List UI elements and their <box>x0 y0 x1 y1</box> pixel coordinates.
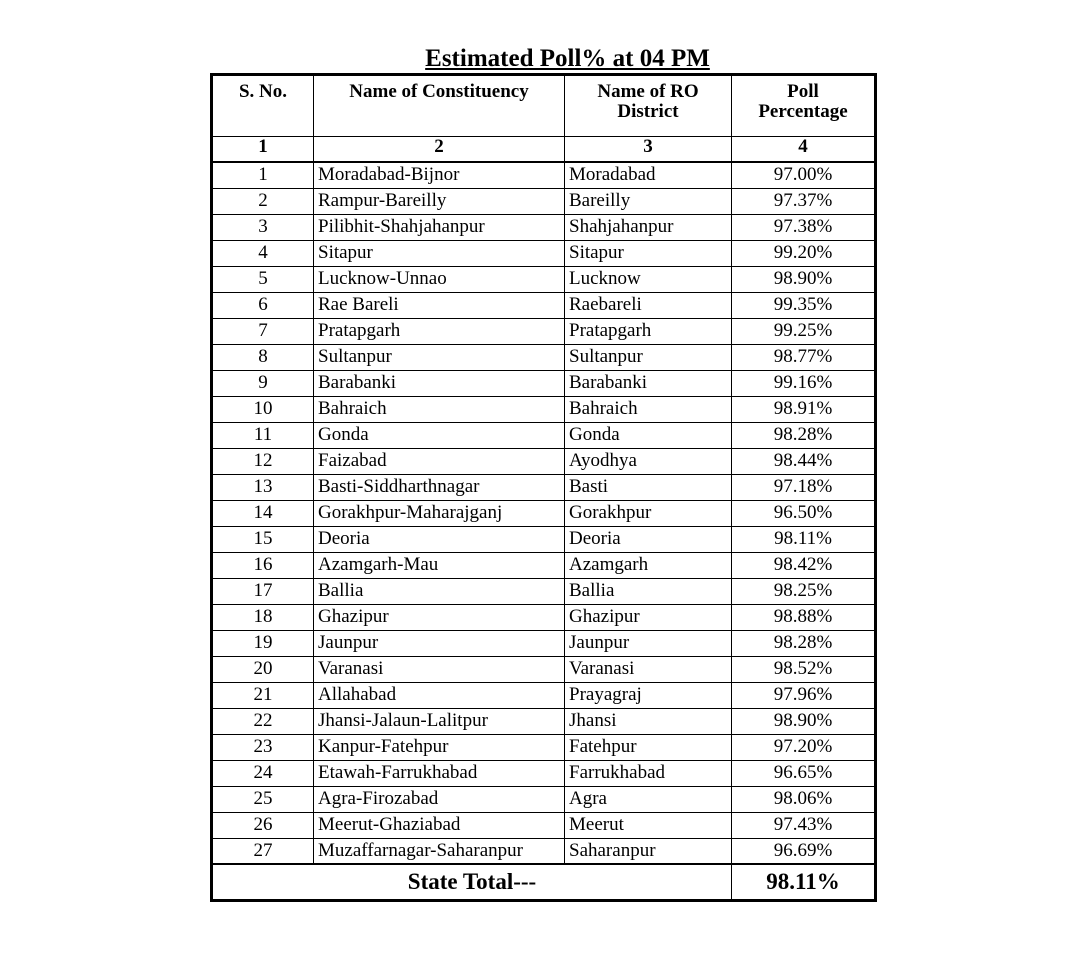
constituency-cell: Faizabad <box>314 448 565 474</box>
poll-percentage-cell: 97.37% <box>732 188 876 214</box>
state-total-label: State Total--- <box>212 864 732 901</box>
constituency-cell: Gorakhpur-Maharajganj <box>314 500 565 526</box>
serial-number-cell: 14 <box>212 500 314 526</box>
column-number: 2 <box>314 137 565 163</box>
ro-district-cell: Ballia <box>565 578 732 604</box>
serial-number-cell: 5 <box>212 266 314 292</box>
ro-district-cell: Farrukhabad <box>565 760 732 786</box>
constituency-cell: Kanpur-Fatehpur <box>314 734 565 760</box>
poll-percentage-cell: 98.52% <box>732 656 876 682</box>
ro-district-cell: Sultanpur <box>565 344 732 370</box>
header-poll-line1: Poll <box>787 81 819 102</box>
constituency-cell: Deoria <box>314 526 565 552</box>
ro-district-cell: Raebareli <box>565 292 732 318</box>
poll-percentage-cell: 97.43% <box>732 812 876 838</box>
serial-number-cell: 24 <box>212 760 314 786</box>
header-constituency: Name of Constituency <box>314 75 565 137</box>
table-row <box>212 760 876 786</box>
constituency-cell: Rae Bareli <box>314 292 565 318</box>
table-row <box>212 292 876 318</box>
ro-district-cell: Azamgarh <box>565 552 732 578</box>
serial-number-cell: 4 <box>212 240 314 266</box>
constituency-cell: Ghazipur <box>314 604 565 630</box>
poll-percentage-cell: 98.90% <box>732 266 876 292</box>
table-row <box>212 604 876 630</box>
serial-number-cell: 2 <box>212 188 314 214</box>
header-poll-percentage <box>732 75 876 137</box>
state-total-row <box>212 864 876 901</box>
table-row <box>212 240 876 266</box>
ro-district-cell: Varanasi <box>565 656 732 682</box>
ro-district-cell: Prayagraj <box>565 682 732 708</box>
column-number-row <box>212 137 876 163</box>
ro-district-cell: Pratapgarh <box>565 318 732 344</box>
table-body <box>212 162 876 864</box>
table-row <box>212 422 876 448</box>
ro-district-cell: Gorakhpur <box>565 500 732 526</box>
serial-number-cell: 8 <box>212 344 314 370</box>
table-row <box>212 318 876 344</box>
ro-district-cell: Basti <box>565 474 732 500</box>
constituency-cell: Sitapur <box>314 240 565 266</box>
header-ro-district-line2: District <box>617 101 679 122</box>
poll-percentage-cell: 99.16% <box>732 370 876 396</box>
poll-percentage-cell: 98.42% <box>732 552 876 578</box>
ro-district-cell: Fatehpur <box>565 734 732 760</box>
poll-percentage-cell: 98.25% <box>732 578 876 604</box>
poll-percentage-cell: 96.50% <box>732 500 876 526</box>
constituency-cell: Pilibhit-Shahjahanpur <box>314 214 565 240</box>
poll-percentage-cell: 97.38% <box>732 214 876 240</box>
table-row <box>212 838 876 864</box>
ro-district-cell: Meerut <box>565 812 732 838</box>
poll-percentage-cell: 98.88% <box>732 604 876 630</box>
poll-percentage-cell: 97.00% <box>732 162 876 188</box>
constituency-cell: Sultanpur <box>314 344 565 370</box>
table-row <box>212 734 876 760</box>
ro-district-cell: Bahraich <box>565 396 732 422</box>
serial-number-cell: 10 <box>212 396 314 422</box>
poll-percentage-cell: 97.20% <box>732 734 876 760</box>
state-total-value: 98.11% <box>732 864 876 901</box>
poll-percentage-cell: 98.28% <box>732 422 876 448</box>
poll-percentage-cell: 98.11% <box>732 526 876 552</box>
constituency-cell: Etawah-Farrukhabad <box>314 760 565 786</box>
constituency-cell: Meerut-Ghaziabad <box>314 812 565 838</box>
page-title: Estimated Poll% at 04 PM <box>425 45 710 72</box>
serial-number-cell: 11 <box>212 422 314 448</box>
table-row <box>212 526 876 552</box>
ro-district-cell: Moradabad <box>565 162 732 188</box>
table-row <box>212 682 876 708</box>
constituency-cell: Rampur-Bareilly <box>314 188 565 214</box>
poll-percentage-table <box>210 73 877 902</box>
serial-number-cell: 22 <box>212 708 314 734</box>
column-number: 4 <box>732 137 876 163</box>
table-row <box>212 344 876 370</box>
poll-percentage-cell: 98.44% <box>732 448 876 474</box>
table-row <box>212 500 876 526</box>
constituency-cell: Varanasi <box>314 656 565 682</box>
constituency-cell: Allahabad <box>314 682 565 708</box>
ro-district-cell: Saharanpur <box>565 838 732 864</box>
poll-percentage-cell: 96.65% <box>732 760 876 786</box>
poll-percentage-cell: 98.28% <box>732 630 876 656</box>
table-row <box>212 630 876 656</box>
serial-number-cell: 16 <box>212 552 314 578</box>
table-row <box>212 708 876 734</box>
constituency-cell: Jaunpur <box>314 630 565 656</box>
poll-percentage-cell: 97.18% <box>732 474 876 500</box>
constituency-cell: Moradabad-Bijnor <box>314 162 565 188</box>
constituency-cell: Bahraich <box>314 396 565 422</box>
table-row <box>212 656 876 682</box>
poll-percentage-cell: 98.77% <box>732 344 876 370</box>
constituency-cell: Pratapgarh <box>314 318 565 344</box>
constituency-cell: Gonda <box>314 422 565 448</box>
ro-district-cell: Agra <box>565 786 732 812</box>
serial-number-cell: 3 <box>212 214 314 240</box>
ro-district-cell: Shahjahanpur <box>565 214 732 240</box>
table-row <box>212 370 876 396</box>
serial-number-cell: 23 <box>212 734 314 760</box>
serial-number-cell: 18 <box>212 604 314 630</box>
serial-number-cell: 12 <box>212 448 314 474</box>
ro-district-cell: Jaunpur <box>565 630 732 656</box>
table-row <box>212 812 876 838</box>
poll-percentage-cell: 96.69% <box>732 838 876 864</box>
poll-percentage-cell: 99.35% <box>732 292 876 318</box>
ro-district-cell: Ghazipur <box>565 604 732 630</box>
table-row <box>212 578 876 604</box>
poll-percentage-cell: 99.20% <box>732 240 876 266</box>
header-row <box>212 75 876 137</box>
table-row <box>212 188 876 214</box>
constituency-cell: Ballia <box>314 578 565 604</box>
constituency-cell: Azamgarh-Mau <box>314 552 565 578</box>
serial-number-cell: 13 <box>212 474 314 500</box>
table-row <box>212 396 876 422</box>
ro-district-cell: Jhansi <box>565 708 732 734</box>
header-poll-line2: Percentage <box>758 101 848 122</box>
poll-percentage-cell: 98.91% <box>732 396 876 422</box>
column-number: 3 <box>565 137 732 163</box>
serial-number-cell: 17 <box>212 578 314 604</box>
poll-percentage-cell: 98.90% <box>732 708 876 734</box>
table-row <box>212 474 876 500</box>
constituency-cell: Basti-Siddharthnagar <box>314 474 565 500</box>
ro-district-cell: Lucknow <box>565 266 732 292</box>
serial-number-cell: 26 <box>212 812 314 838</box>
table-row <box>212 786 876 812</box>
ro-district-cell: Bareilly <box>565 188 732 214</box>
serial-number-cell: 7 <box>212 318 314 344</box>
ro-district-cell: Sitapur <box>565 240 732 266</box>
ro-district-cell: Gonda <box>565 422 732 448</box>
serial-number-cell: 15 <box>212 526 314 552</box>
constituency-cell: Muzaffarnagar-Saharanpur <box>314 838 565 864</box>
serial-number-cell: 6 <box>212 292 314 318</box>
serial-number-cell: 1 <box>212 162 314 188</box>
table-row <box>212 266 876 292</box>
constituency-cell: Agra-Firozabad <box>314 786 565 812</box>
header-ro-district <box>565 75 732 137</box>
serial-number-cell: 27 <box>212 838 314 864</box>
header-sno: S. No. <box>212 75 314 137</box>
column-number: 1 <box>212 137 314 163</box>
constituency-cell: Lucknow-Unnao <box>314 266 565 292</box>
ro-district-cell: Barabanki <box>565 370 732 396</box>
table-row <box>212 448 876 474</box>
poll-percentage-cell: 97.96% <box>732 682 876 708</box>
table-row <box>212 214 876 240</box>
constituency-cell: Barabanki <box>314 370 565 396</box>
serial-number-cell: 25 <box>212 786 314 812</box>
serial-number-cell: 21 <box>212 682 314 708</box>
poll-percentage-cell: 98.06% <box>732 786 876 812</box>
serial-number-cell: 9 <box>212 370 314 396</box>
table-row <box>212 162 876 188</box>
serial-number-cell: 20 <box>212 656 314 682</box>
poll-percentage-cell: 99.25% <box>732 318 876 344</box>
constituency-cell: Jhansi-Jalaun-Lalitpur <box>314 708 565 734</box>
ro-district-cell: Ayodhya <box>565 448 732 474</box>
table-row <box>212 552 876 578</box>
ro-district-cell: Deoria <box>565 526 732 552</box>
serial-number-cell: 19 <box>212 630 314 656</box>
header-ro-district-line1: Name of RO <box>597 81 699 102</box>
